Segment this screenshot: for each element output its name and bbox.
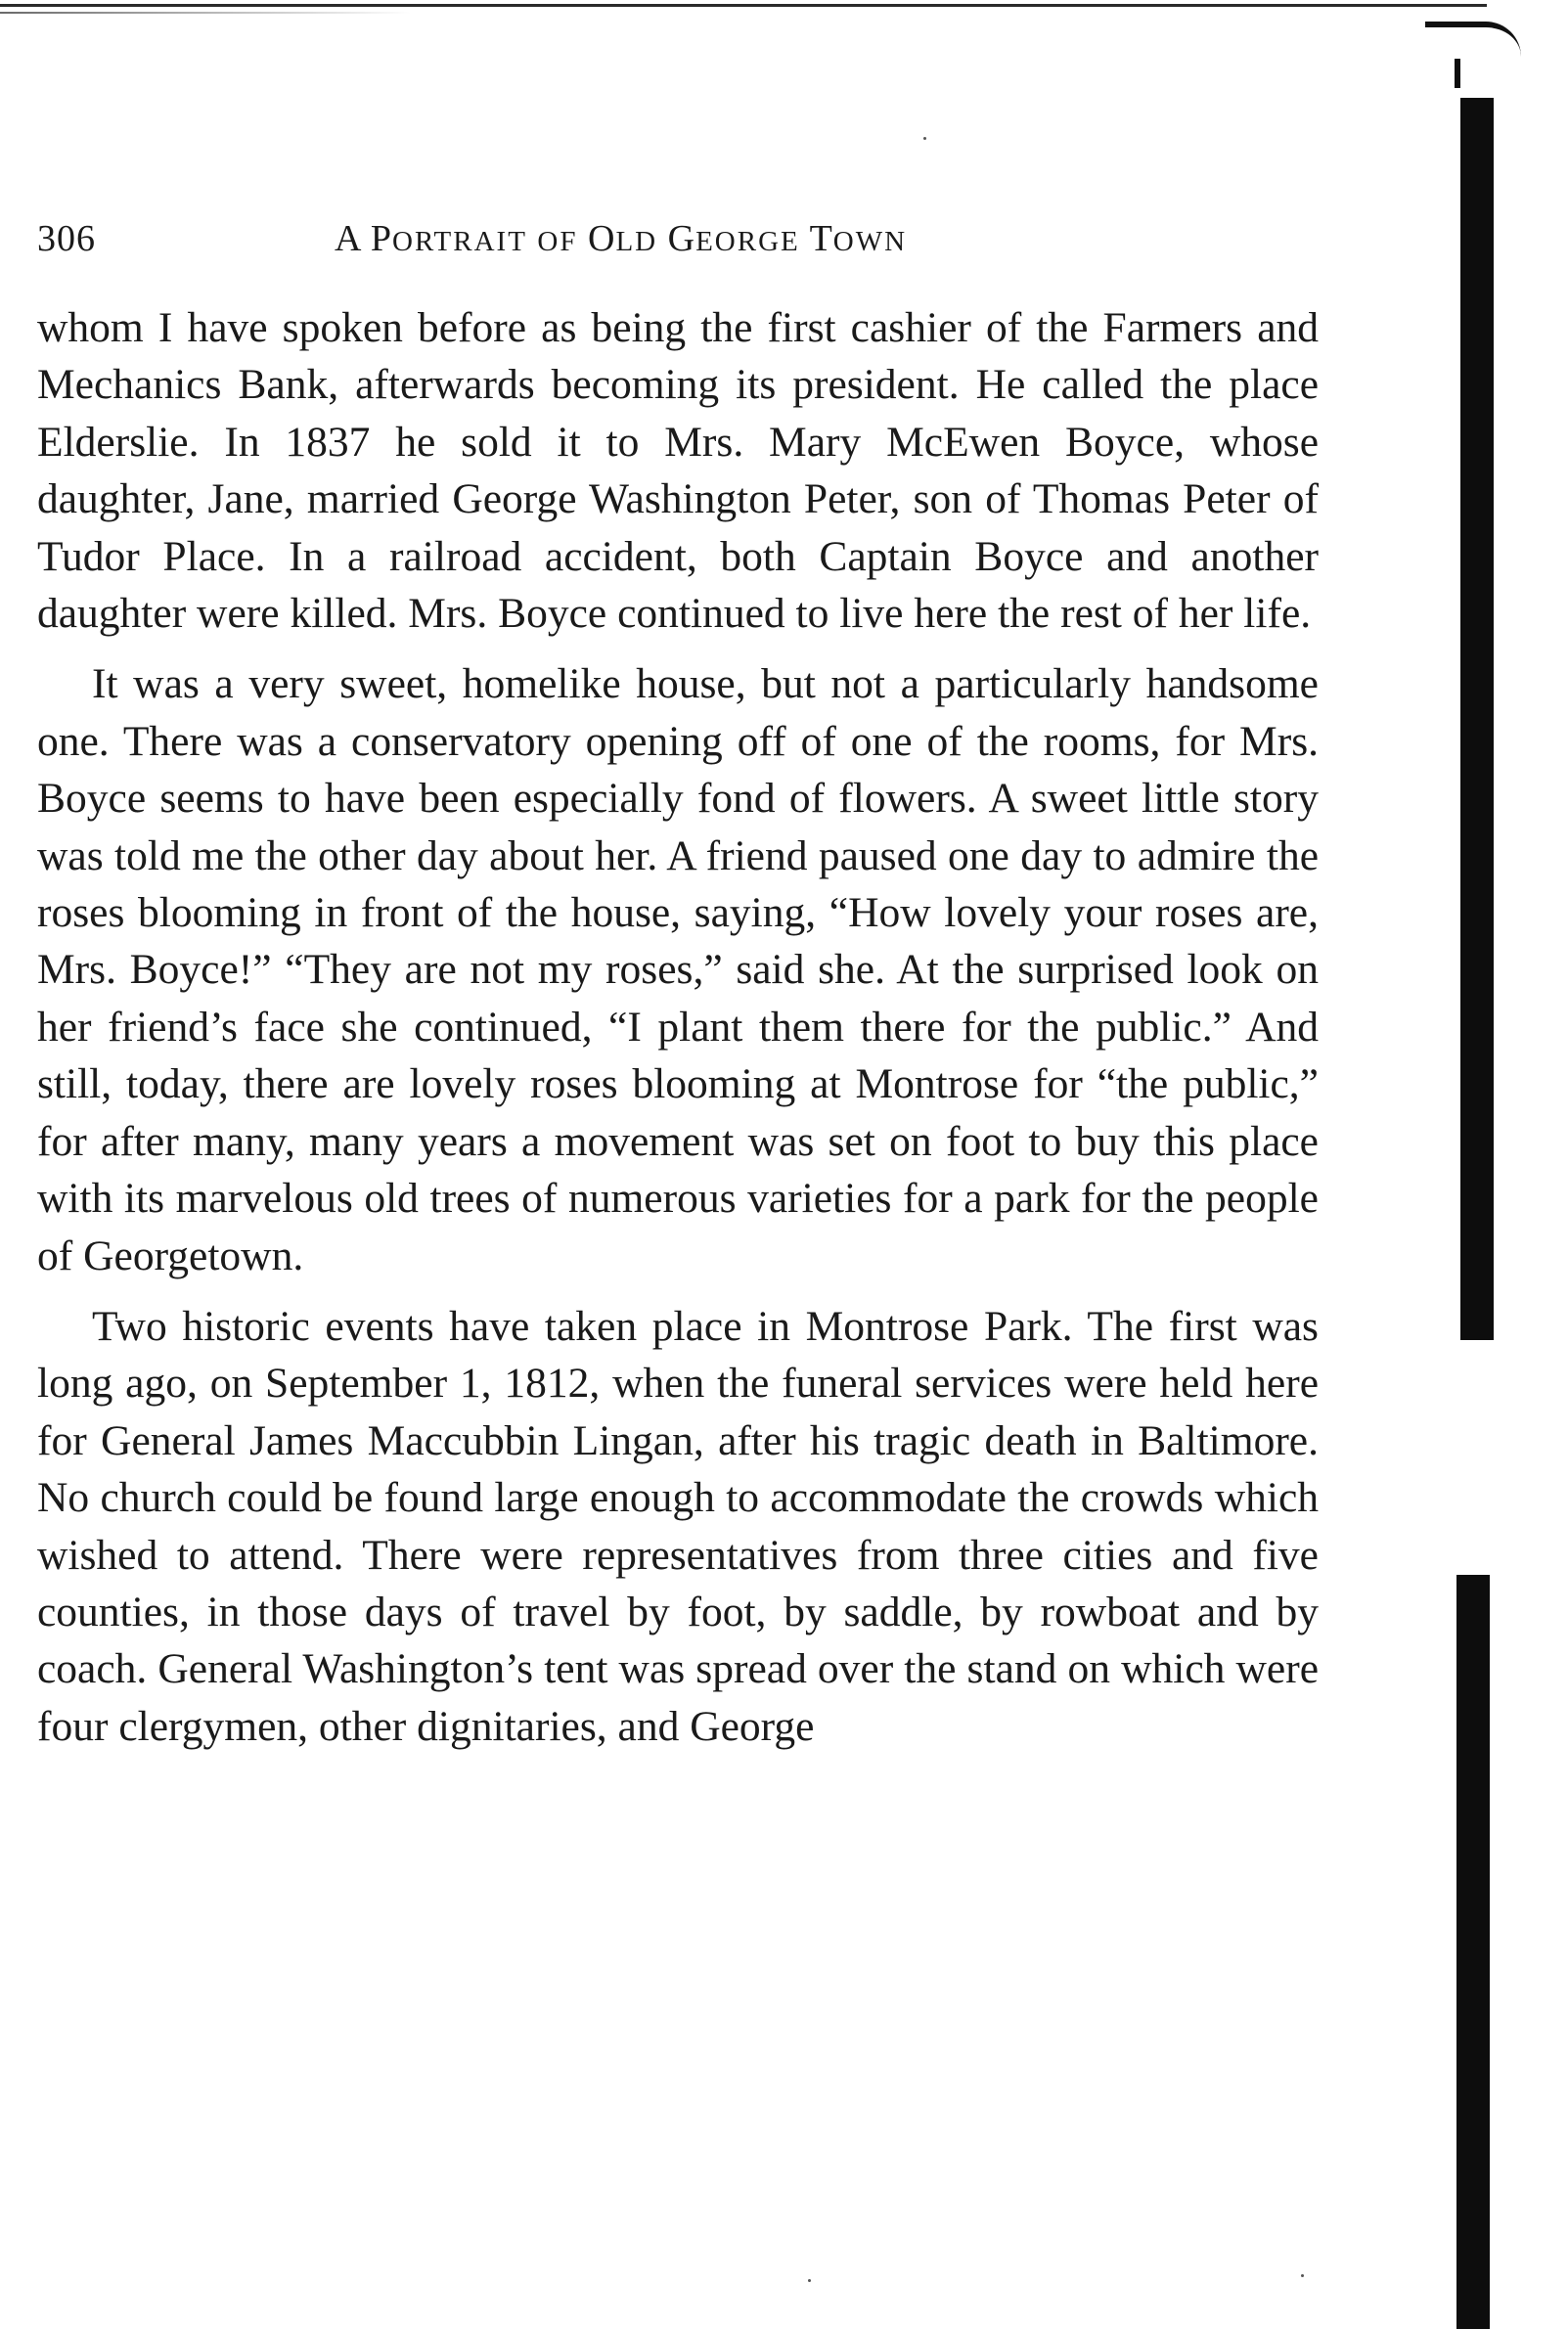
top-scan-rule-faint xyxy=(0,12,411,14)
binding-shadow-segment xyxy=(1456,1575,1490,2329)
scan-speck xyxy=(923,137,926,140)
body-text xyxy=(37,299,1319,1769)
binding-edge-curve xyxy=(1425,22,1521,57)
running-title-word: A xyxy=(335,218,361,259)
running-title-word: OLD xyxy=(588,218,658,259)
binding-shadow-segment xyxy=(1460,98,1494,1340)
page-number: 306 xyxy=(37,218,96,259)
binding-gutter xyxy=(1431,0,1568,2329)
scan-speck xyxy=(808,2279,811,2282)
running-title-word: PORTRAIT xyxy=(370,218,527,259)
binding-shadow-segment xyxy=(1455,59,1460,88)
top-scan-rule xyxy=(0,4,1487,7)
scan-speck xyxy=(1301,2274,1304,2277)
running-title-word: GEORGE xyxy=(667,218,800,259)
running-head xyxy=(37,209,1328,268)
running-title xyxy=(335,209,907,271)
running-title-word: OF xyxy=(537,226,578,257)
paragraph: It was a very sweet, homelike house, but not a particularly handsome one. There was a conservatory opening off of one of the rooms, for Mrs. Boyce seems to have been especially fond of flowers. A sweet little story was told me the other day about her. A friend paused one day to admire the roses blooming in front of the house, saying, “How lovely your roses are, Mrs. Boyce!” “They are not my roses,” said she. At the surprised look on her friend’s face she continued, “I plant them there for the public.” And still, today, there are lovely roses blooming at Montrose for “the public,” for after many, many years a movement was set on foot to buy this place with its marvelous old trees of numerous varieties for a park for the people of Georgetown. xyxy=(37,660,1319,1279)
paragraph: whom I have spoken before as being the first cashier of the Farmers and Mechanics Bank, afterwards becoming its president. He called the place Elderslie. In 1837 he sold it to Mrs. Mary McEwen Boyce, whose daughter, Jane, married George Washington Peter, son of Thomas Peter of Tudor Place. In a railroad accident, both Captain Boyce and another daughter were killed. Mrs. Boyce continued to live here the rest of her life. xyxy=(37,304,1319,638)
running-title-word: TOWN xyxy=(809,218,908,259)
paragraph: Two historic events have taken place in Montrose Park. The first was long ago, on September 1, 1812, when the funeral services were held here for General James Maccubbin Lingan, after his tragic death in Baltimore. No church could be found large enough to accommodate the crowds which wished to attend. There were representatives from three cities and five counties, in those days of travel by foot, by saddle, by rowboat and by coach. General Washington’s tent was spread over the stand on which were four clergymen, other dignitaries, and George xyxy=(37,1302,1319,1750)
